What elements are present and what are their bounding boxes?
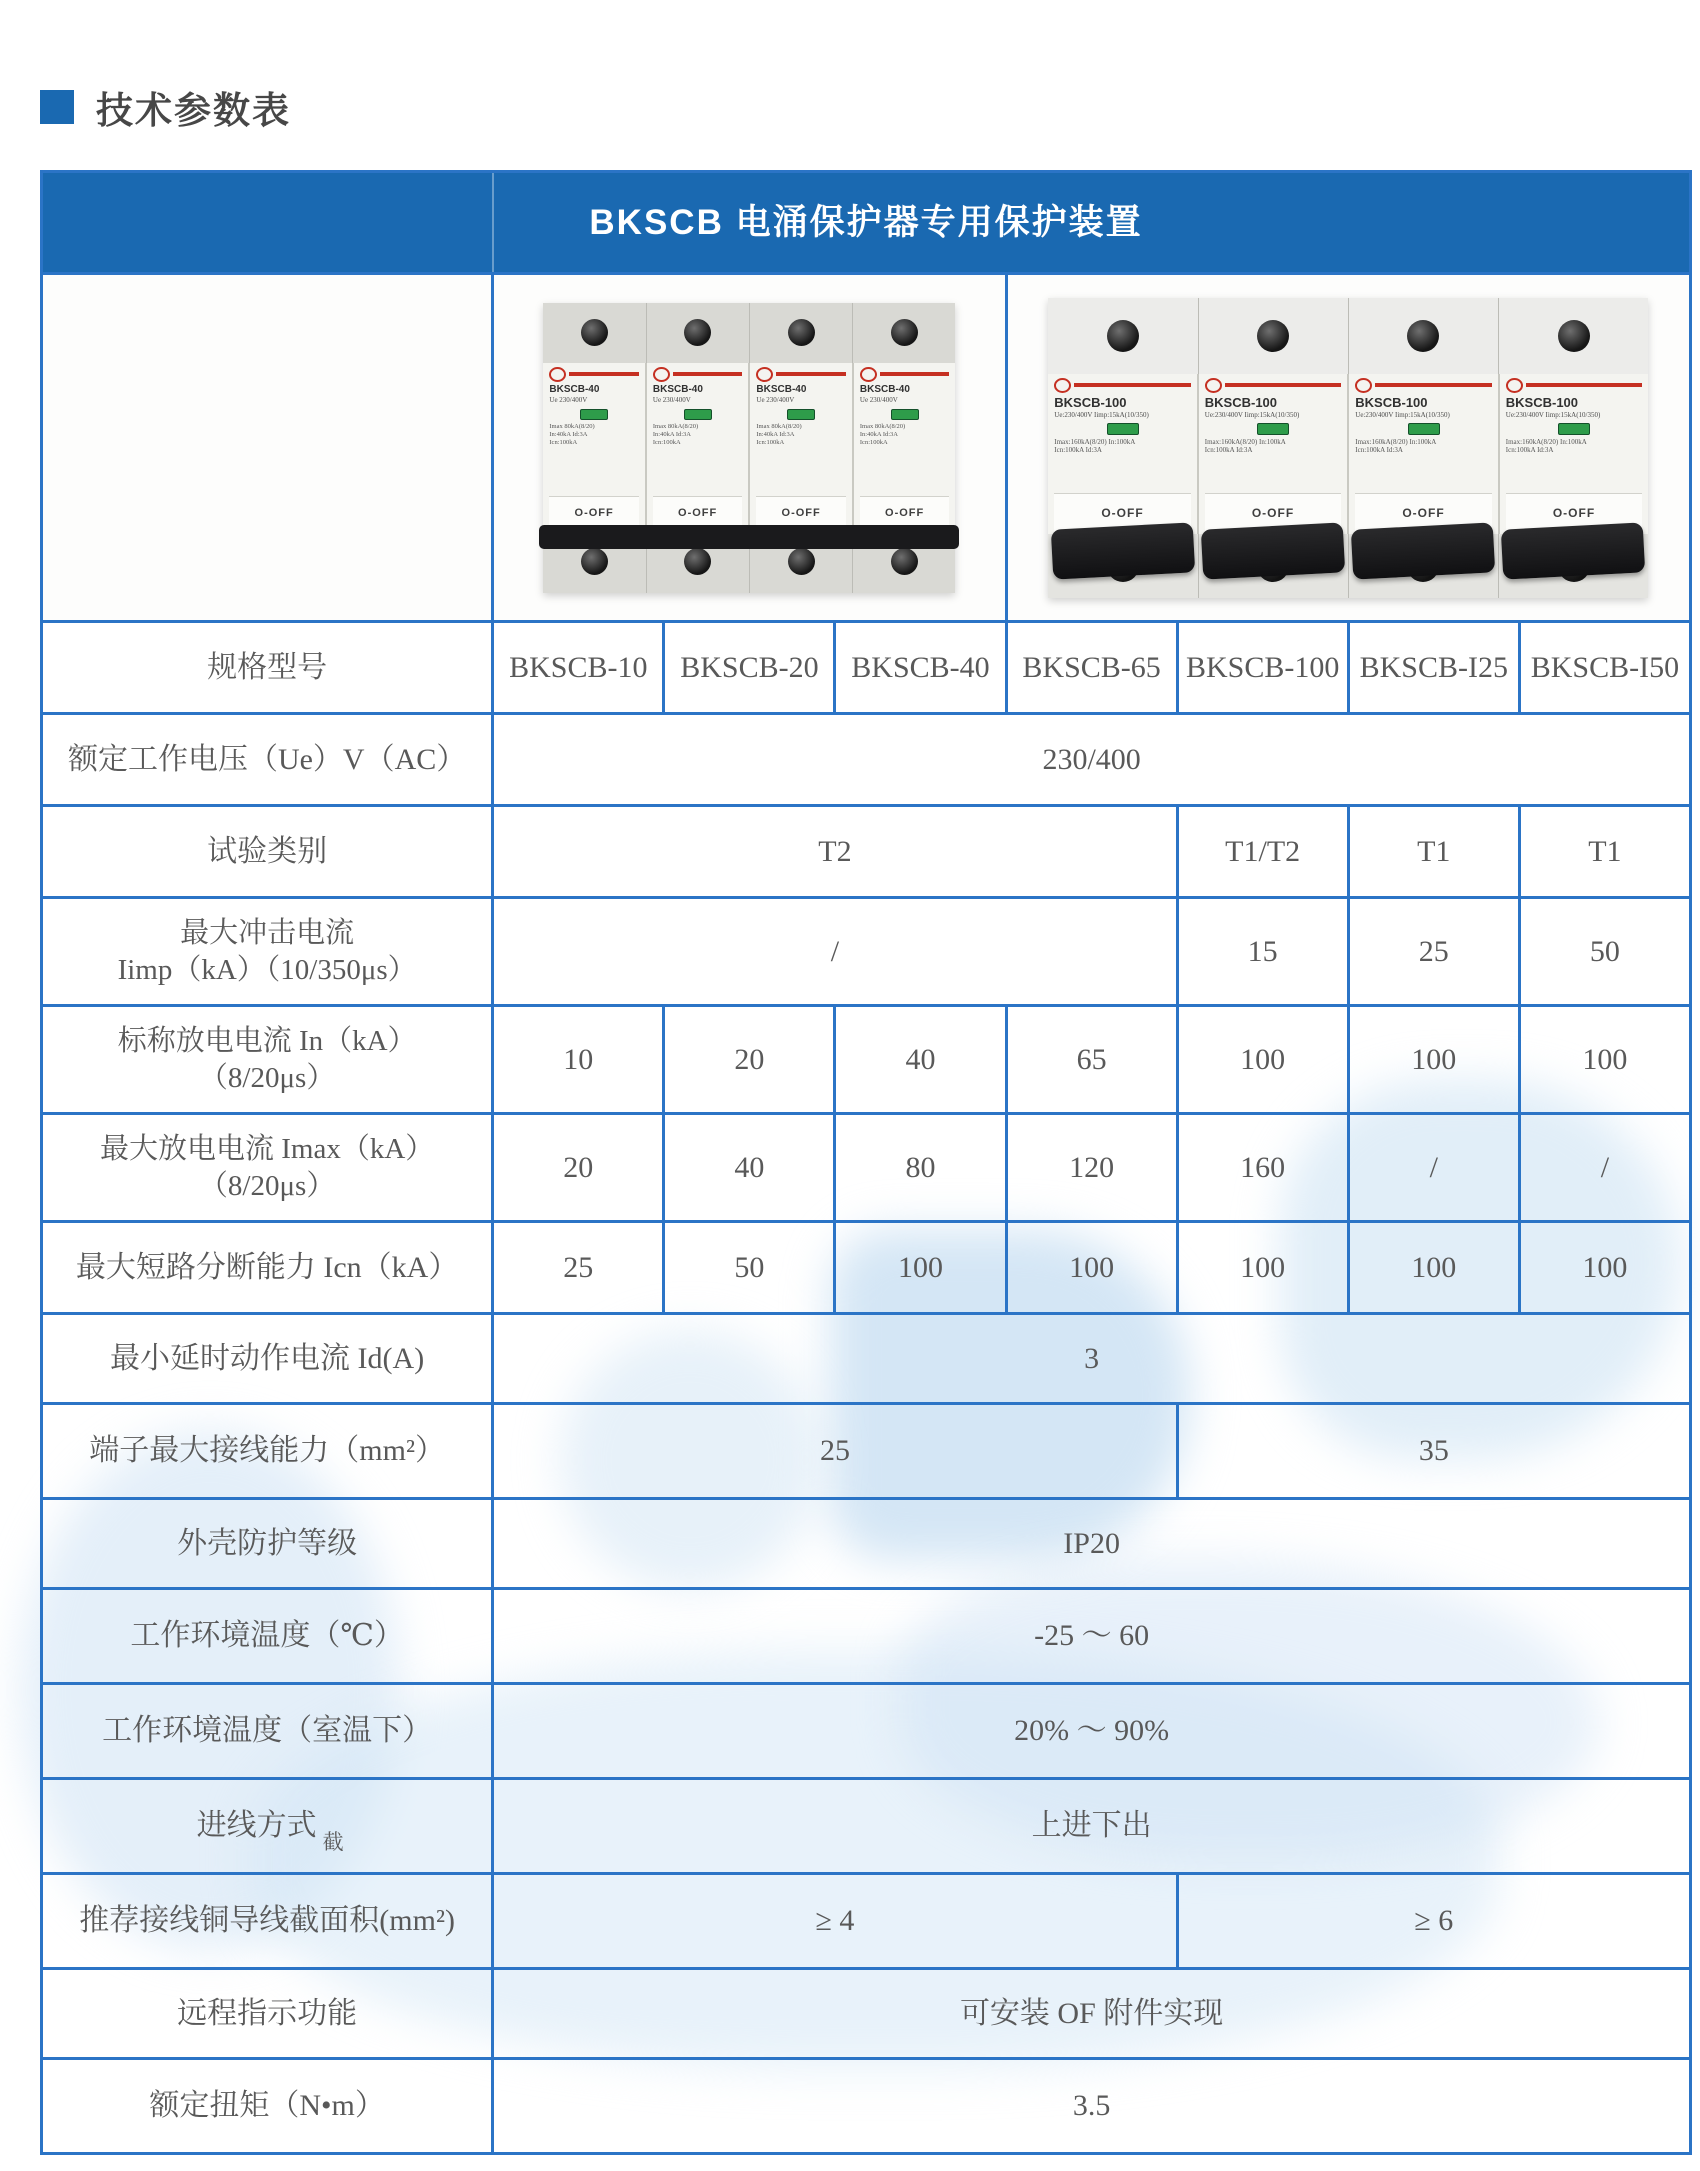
row-label-text: 进线方式 xyxy=(196,1809,317,1843)
row-iimp xyxy=(42,898,1691,1006)
pole-spec-line: Imax:160kA(8/20) In:100kA xyxy=(1054,437,1136,446)
pole-spec-line: Icn:100kA xyxy=(549,439,578,446)
row-label: 推荐接线铜导线截面积(mm²) xyxy=(42,1874,493,1969)
row-icn xyxy=(42,1222,1691,1314)
terminal-screw-icon xyxy=(581,548,608,575)
model-cell: BKSCB-65 xyxy=(1006,622,1177,714)
pole-voltage-label: Ue 230/400V xyxy=(859,396,898,404)
value-cell: ≥ 4 xyxy=(493,1874,1177,1969)
brand-logo-icon xyxy=(860,367,877,382)
off-handle-label: O-OFF xyxy=(1355,493,1492,534)
value-cell: 15 xyxy=(1177,898,1348,1006)
value-cell: / xyxy=(493,898,1177,1006)
pole-voltage-label: Ue 230/400V xyxy=(652,396,691,404)
row-label: 工作环境温度（室温下） xyxy=(42,1684,493,1779)
toggle-handle xyxy=(1051,522,1195,579)
row-label: 端子最大接线能力（mm²） xyxy=(42,1404,493,1499)
pole-spec-line: Imax:160kA(8/20) In:100kA xyxy=(1505,437,1587,446)
pole-model-label: BKSCB-40 xyxy=(549,383,600,395)
value-cell: 100 xyxy=(1519,1222,1690,1314)
value-cell: 80 xyxy=(835,1114,1006,1222)
pole-spec-line: Imax:160kA(8/20) In:100kA xyxy=(1355,437,1437,446)
row-label: 最大短路分断能力 Icn（kA） xyxy=(42,1222,493,1314)
brand-underline xyxy=(673,372,743,376)
off-handle-label: O-OFF xyxy=(653,496,743,531)
pole-voltage-label: Ue:230/400V Iimp:15kA(10/350) xyxy=(1355,410,1450,419)
value-cell: / xyxy=(1348,1114,1519,1222)
pole-spec-line: Imax:160kA(8/20) In:100kA xyxy=(1204,437,1286,446)
row-label-line2: （8/20μs） xyxy=(198,1061,336,1094)
indicator-window xyxy=(1107,423,1139,435)
toggle-handle xyxy=(1351,522,1495,579)
brand-underline xyxy=(569,372,639,376)
row-label-line1: 最大冲击电流 xyxy=(180,917,355,950)
row-label xyxy=(42,898,493,1006)
terminal-screw-icon xyxy=(684,319,711,346)
pole-spec-line: Icn:100kA xyxy=(756,439,785,446)
value-cell: 100 xyxy=(1348,1222,1519,1314)
brand-underline xyxy=(1526,383,1643,387)
breaker-pole xyxy=(750,363,854,531)
row-label-line2: （8/20μs） xyxy=(198,1169,336,1202)
terminal-screw-icon xyxy=(1107,320,1139,352)
page-heading xyxy=(40,80,291,134)
model-cell: BKSCB-I25 xyxy=(1348,622,1519,714)
brand-underline xyxy=(1375,383,1492,387)
brand-logo-icon xyxy=(1355,378,1372,393)
value-cell: T2 xyxy=(493,806,1177,898)
pole-spec-line: In:40kA Id:3A xyxy=(859,430,898,438)
pole-voltage-label: Ue 230/400V xyxy=(549,396,588,404)
off-handle-label: O-OFF xyxy=(549,496,639,531)
brand-underline xyxy=(880,372,950,376)
brand-logo-icon xyxy=(549,367,566,382)
value-cell: 100 xyxy=(1006,1222,1177,1314)
terminal-strip-top xyxy=(1048,298,1648,374)
row-label: 最小延时动作电流 Id(A) xyxy=(42,1314,493,1404)
value-cell: 20 xyxy=(664,1006,835,1114)
product-photo-left-cell xyxy=(493,274,1006,622)
terminal-screw-icon xyxy=(788,319,815,346)
row-rated-torque xyxy=(42,2059,1691,2154)
row-label: 工作环境温度（℃） xyxy=(42,1589,493,1684)
brand-logo-icon xyxy=(1506,378,1523,393)
breaker-pole xyxy=(1199,374,1350,534)
page-title: 技术参数表 xyxy=(96,90,291,131)
terminal-screw-icon xyxy=(684,548,711,575)
pole-model-label: BKSCB-100 xyxy=(1505,394,1579,410)
terminal-screw-icon xyxy=(1558,320,1590,352)
model-cell: BKSCB-I50 xyxy=(1519,622,1690,714)
brand-logo-icon xyxy=(653,367,670,382)
indicator-window xyxy=(1558,423,1590,435)
pole-model-label: BKSCB-40 xyxy=(756,383,807,395)
pole-model-label: BKSCB-100 xyxy=(1204,394,1278,410)
row-label xyxy=(42,1114,493,1222)
breaker-pole xyxy=(543,363,647,531)
heading-bullet-square xyxy=(40,90,74,124)
model-cell: BKSCB-10 xyxy=(493,622,664,714)
brand-logo-icon xyxy=(1205,378,1222,393)
pole-spec-line: Imax 80kA(8/20) xyxy=(859,422,906,430)
breaker-pole xyxy=(647,363,751,531)
linked-toggle-bar xyxy=(539,525,959,549)
toggle-handles xyxy=(1048,526,1648,576)
row-voltage xyxy=(42,714,1691,806)
pole-spec-line: Imax 80kA(8/20) xyxy=(652,422,699,430)
pole-voltage-label: Ue:230/400V Iimp:15kA(10/350) xyxy=(1054,410,1149,419)
indicator-window xyxy=(1257,423,1289,435)
value-cell: 40 xyxy=(835,1006,1006,1114)
pole-spec-line: Icn:100kA Id:3A xyxy=(1204,446,1253,455)
model-cell: BKSCB-40 xyxy=(835,622,1006,714)
indicator-window xyxy=(684,409,712,420)
value-cell: 100 xyxy=(1348,1006,1519,1114)
value-cell: 65 xyxy=(1006,1006,1177,1114)
row-operating-temp xyxy=(42,1589,1691,1684)
value-cell: -25 ～ 60 xyxy=(493,1589,1691,1684)
breaker-pole xyxy=(1500,374,1649,534)
off-handle-label: O-OFF xyxy=(1506,493,1643,534)
value-cell: IP20 xyxy=(493,1499,1691,1589)
toggle-handle xyxy=(1501,522,1645,579)
pole-model-label: BKSCB-100 xyxy=(1355,394,1428,410)
row-label: 远程指示功能 xyxy=(42,1969,493,2059)
product-photo-bkscb-40 xyxy=(543,303,955,593)
off-handle-label: O-OFF xyxy=(1054,493,1191,534)
value-cell: 50 xyxy=(1519,898,1690,1006)
pole-voltage-label: Ue:230/400V Iimp:15kA(10/350) xyxy=(1505,410,1601,419)
value-cell: / xyxy=(1519,1114,1690,1222)
pole-model-label: BKSCB-40 xyxy=(859,383,910,395)
brand-underline xyxy=(1074,383,1191,387)
model-cell: BKSCB-20 xyxy=(664,622,835,714)
row-label-line2: Iimp（kA）（10/350μs） xyxy=(117,953,417,986)
pole-spec-line: Icn:100kA Id:3A xyxy=(1054,446,1102,455)
value-cell: T1 xyxy=(1519,806,1690,898)
row-label xyxy=(42,1779,493,1874)
row-label: 额定扭矩（N•m） xyxy=(42,2059,493,2154)
value-cell: 25 xyxy=(493,1404,1177,1499)
value-cell: 3.5 xyxy=(493,2059,1691,2154)
value-cell: 25 xyxy=(493,1222,664,1314)
table-title: BKSCB 电涌保护器专用保护装置 xyxy=(42,172,1691,274)
breaker-pole xyxy=(1349,374,1500,534)
terminal-screw-icon xyxy=(581,319,608,346)
off-handle-label: O-OFF xyxy=(1205,493,1342,534)
pole-spec-line: Icn:100kA xyxy=(652,439,681,446)
terminal-strip-top xyxy=(543,303,955,363)
value-cell: T1/T2 xyxy=(1177,806,1348,898)
value-cell: ≥ 6 xyxy=(1177,1874,1690,1969)
row-label-extra: 截 xyxy=(322,1830,344,1855)
pole-spec-line: Imax 80kA(8/20) xyxy=(756,422,802,430)
pole-spec-line: Icn:100kA xyxy=(859,439,888,446)
value-cell: 160 xyxy=(1177,1114,1348,1222)
value-cell: 可安装 OF 附件实现 xyxy=(493,1969,1691,2059)
brand-underline xyxy=(776,372,846,376)
pole-spec-line: Imax 80kA(8/20) xyxy=(549,422,595,430)
value-cell: 上进下出 xyxy=(493,1779,1691,1874)
terminal-screw-icon xyxy=(788,548,815,575)
row-label: 额定工作电压（Ue）V（AC） xyxy=(42,714,493,806)
pole-voltage-label: Ue 230/400V xyxy=(756,396,795,404)
terminal-screw-icon xyxy=(891,548,918,575)
value-cell: 100 xyxy=(835,1222,1006,1314)
row-remote-indication xyxy=(42,1969,1691,2059)
row-label: 外壳防护等级 xyxy=(42,1499,493,1589)
value-cell: 20 xyxy=(493,1114,664,1222)
indicator-window xyxy=(787,409,815,420)
row-label: 试验类别 xyxy=(42,806,493,898)
row-in-current xyxy=(42,1006,1691,1114)
row-wire-cross-section xyxy=(42,1874,1691,1969)
model-cell: BKSCB-100 xyxy=(1177,622,1348,714)
product-photo-bkscb-100 xyxy=(1048,298,1648,598)
row-operating-humidity xyxy=(42,1684,1691,1779)
breaker-pole xyxy=(854,363,956,531)
pole-voltage-label: Ue:230/400V Iimp:15kA(10/350) xyxy=(1204,410,1300,419)
row-label-line1: 最大放电电流 Imax（kA） xyxy=(99,1133,435,1166)
row-terminal-capacity xyxy=(42,1404,1691,1499)
row-label xyxy=(42,1006,493,1114)
brand-logo-icon xyxy=(756,367,773,382)
pole-spec-line: In:40kA Id:3A xyxy=(756,430,795,438)
value-cell: 100 xyxy=(1177,1222,1348,1314)
value-cell: 40 xyxy=(664,1114,835,1222)
spec-table xyxy=(40,170,1692,2155)
terminal-screw-icon xyxy=(891,319,918,346)
value-cell: T1 xyxy=(1348,806,1519,898)
pole-spec-line: In:40kA Id:3A xyxy=(652,430,691,438)
product-photo-right-cell xyxy=(1006,274,1690,622)
brand-underline xyxy=(1225,383,1342,387)
terminal-screw-icon xyxy=(1407,320,1439,352)
indicator-window xyxy=(580,409,608,420)
toggle-handle xyxy=(1201,522,1345,579)
pole-spec-line: In:40kA Id:3A xyxy=(549,430,588,438)
off-handle-label: O-OFF xyxy=(756,496,846,531)
indicator-window xyxy=(891,409,919,420)
value-cell: 35 xyxy=(1177,1404,1690,1499)
off-handle-label: O-OFF xyxy=(860,496,950,531)
image-row-empty-cell xyxy=(42,274,493,622)
terminal-screw-icon xyxy=(1257,320,1289,352)
row-ip-rating xyxy=(42,1499,1691,1589)
value-cell: 120 xyxy=(1006,1114,1177,1222)
row-test-class xyxy=(42,806,1691,898)
row-label: 规格型号 xyxy=(42,622,493,714)
row-wiring-direction xyxy=(42,1779,1691,1874)
brand-logo-icon xyxy=(1054,378,1071,393)
row-model xyxy=(42,622,1691,714)
pole-model-label: BKSCB-100 xyxy=(1054,394,1127,410)
pole-spec-line: Icn:100kA Id:3A xyxy=(1505,446,1554,455)
row-label-line1: 标称放电电流 In（kA） xyxy=(117,1025,417,1058)
value-cell: 100 xyxy=(1519,1006,1690,1114)
value-cell: 10 xyxy=(493,1006,664,1114)
pole-model-label: BKSCB-40 xyxy=(652,383,703,395)
value-cell: 50 xyxy=(664,1222,835,1314)
pole-spec-line: Icn:100kA Id:3A xyxy=(1355,446,1403,455)
value-cell: 3 xyxy=(493,1314,1691,1404)
value-cell: 20% ～ 90% xyxy=(493,1684,1691,1779)
value-cell: 100 xyxy=(1177,1006,1348,1114)
breaker-pole xyxy=(1048,374,1199,534)
value-cell: 230/400 xyxy=(493,714,1691,806)
indicator-window xyxy=(1408,423,1440,435)
row-id-current xyxy=(42,1314,1691,1404)
value-cell: 25 xyxy=(1348,898,1519,1006)
row-imax xyxy=(42,1114,1691,1222)
